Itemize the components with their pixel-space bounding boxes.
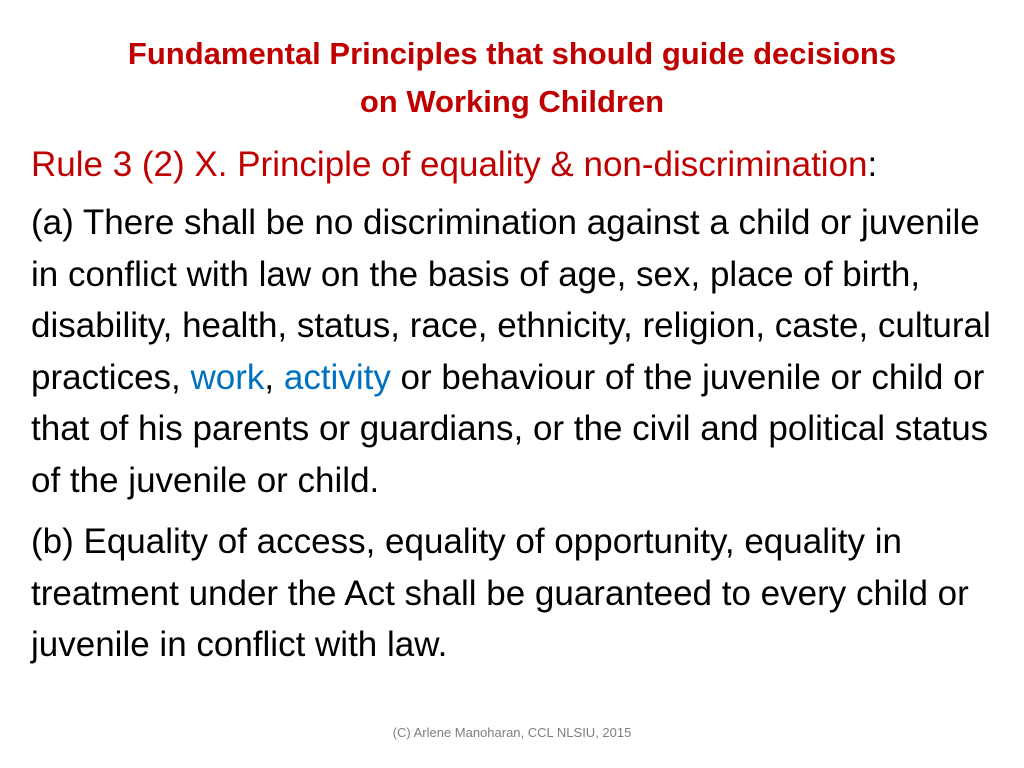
- slide-title-line-1: Fundamental Principles that should guide decisions: [127, 36, 897, 71]
- rule-heading-text: Rule 3 (2) X. Principle of equality & non-discrimination: [31, 145, 868, 184]
- rule-heading: [31, 140, 1006, 190]
- footer-credit: (C) Arlene Manoharan, CCL NLSIU, 2015: [392, 725, 632, 740]
- rule-heading-colon: :: [867, 145, 878, 184]
- paragraph-a-text-end: or behaviour of the juvenile or child or that of his parents or guardians, or the civil and political status of the juvenile or child.: [31, 357, 989, 500]
- paragraph-a-text-start: (a) There shall be no discrimination against a child or juvenile in conflict with law on the basis of age, sex, place of birth, disability, health, status, race, ethnicity, religion, caste, cultural practices,: [31, 203, 991, 397]
- paragraph-b-text: (b) Equality of access, equality of opportunity, equality in treatment under the Act shall be guaranteed to every child or juvenile in conflict with law.: [31, 522, 969, 664]
- highlight-activity: activity: [283, 357, 391, 397]
- highlight-work: work: [190, 357, 265, 397]
- slide-body: [31, 140, 1006, 681]
- slide-title: [0, 30, 1024, 126]
- paragraph-b: [31, 516, 1006, 671]
- paragraph-a-comma: ,: [264, 357, 284, 397]
- slide-title-line-2: on Working Children: [359, 84, 665, 119]
- paragraph-a: [31, 197, 1006, 506]
